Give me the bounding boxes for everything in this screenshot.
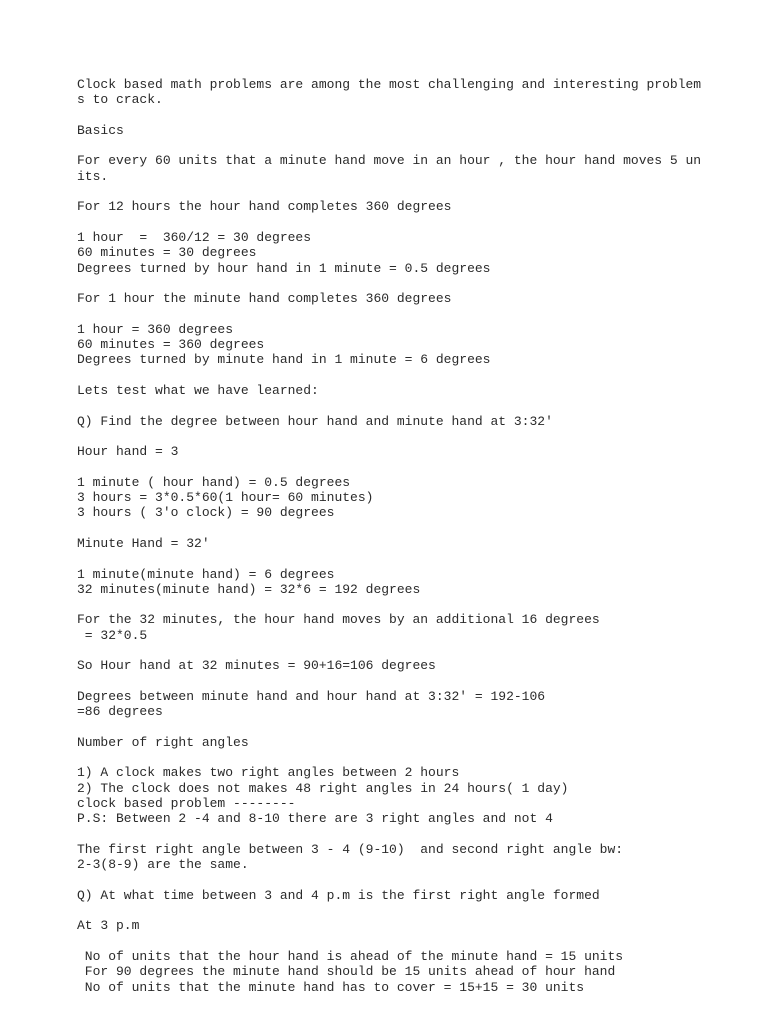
text-line: Basics xyxy=(77,122,124,138)
text-line: Degrees between minute hand and hour hand at 3:32' = 192-106 xyxy=(77,688,546,704)
text-line: 3 hours ( 3'o clock) = 90 degrees xyxy=(77,505,335,521)
paragraph xyxy=(77,536,717,551)
paragraph xyxy=(77,918,717,933)
text-line: its. xyxy=(77,168,109,184)
paragraph xyxy=(77,475,717,521)
text-line: 1 hour = 360/12 = 30 degrees xyxy=(77,229,312,245)
paragraph xyxy=(77,567,717,598)
text-line: Degrees turned by minute hand in 1 minute = 6 degrees xyxy=(77,352,491,368)
paragraph xyxy=(77,230,717,276)
text-line: Q) At what time between 3 and 4 p.m is the first right angle formed xyxy=(77,887,600,903)
text-line: Minute Hand = 32' xyxy=(77,535,210,551)
text-line: P.S: Between 2 -4 and 8-10 there are 3 right angles and not 4 xyxy=(77,811,553,827)
text-line: = 32*0.5 xyxy=(77,627,148,643)
paragraph xyxy=(77,842,717,873)
text-line: 32 minutes(minute hand) = 32*6 = 192 degrees xyxy=(77,581,421,597)
text-line: 1 minute(minute hand) = 6 degrees xyxy=(77,566,335,582)
paragraph xyxy=(77,199,717,214)
paragraph xyxy=(77,322,717,368)
paragraph xyxy=(77,689,717,720)
text-line: Q) Find the degree between hour hand and minute hand at 3:32' xyxy=(77,413,553,429)
text-line: Lets test what we have learned: xyxy=(77,382,319,398)
question xyxy=(77,888,717,903)
text-line: For the 32 minutes, the hour hand moves by an additional 16 degrees xyxy=(77,612,600,628)
text-line: 1) A clock makes two right angles between 2 hours xyxy=(77,765,460,781)
paragraph xyxy=(77,77,717,108)
text-line: No of units that the hour hand is ahead of the minute hand = 15 units xyxy=(77,948,624,964)
text-line: 2-3(8-9) are the same. xyxy=(77,857,249,873)
question xyxy=(77,414,717,429)
paragraph xyxy=(77,612,717,643)
text-line: For 12 hours the hour hand completes 360 degrees xyxy=(77,199,452,215)
text-line: 2) The clock does not makes 48 right angles in 24 hours( 1 day) xyxy=(77,780,569,796)
text-line: 1 hour = 360 degrees xyxy=(77,321,234,337)
paragraph xyxy=(77,658,717,673)
section-heading xyxy=(77,123,717,138)
text-line: The first right angle between 3 - 4 (9-10) and second right angle bw: xyxy=(77,841,624,857)
document-body xyxy=(77,77,717,1010)
text-line: For 90 degrees the minute hand should be 15 units ahead of hour hand xyxy=(77,964,616,980)
text-line: 60 minutes = 360 degrees xyxy=(77,337,265,353)
paragraph xyxy=(77,949,717,995)
text-line: For every 60 units that a minute hand move in an hour , the hour hand moves 5 un xyxy=(77,153,702,169)
section-heading xyxy=(77,735,717,750)
text-line: 60 minutes = 30 degrees xyxy=(77,245,257,261)
text-line: clock based problem -------- xyxy=(77,795,296,811)
text-line: Degrees turned by hour hand in 1 minute = 0.5 degrees xyxy=(77,260,491,276)
text-line: No of units that the minute hand has to cover = 15+15 = 30 units xyxy=(77,979,585,995)
text-line: 1 minute ( hour hand) = 0.5 degrees xyxy=(77,474,351,490)
paragraph xyxy=(77,765,717,826)
text-line: For 1 hour the minute hand completes 360 degrees xyxy=(77,291,452,307)
paragraph xyxy=(77,383,717,398)
text-line: 3 hours = 3*0.5*60(1 hour= 60 minutes) xyxy=(77,490,374,506)
text-line: So Hour hand at 32 minutes = 90+16=106 degrees xyxy=(77,658,436,674)
text-line: Number of right angles xyxy=(77,734,249,750)
text-line: Hour hand = 3 xyxy=(77,444,179,460)
text-line: Clock based math problems are among the most challenging and interesting problem xyxy=(77,77,702,92)
paragraph xyxy=(77,153,717,184)
text-line: At 3 p.m xyxy=(77,918,140,934)
text-line: s to crack. xyxy=(77,92,163,108)
paragraph xyxy=(77,444,717,459)
text-line: =86 degrees xyxy=(77,704,163,720)
paragraph xyxy=(77,291,717,306)
